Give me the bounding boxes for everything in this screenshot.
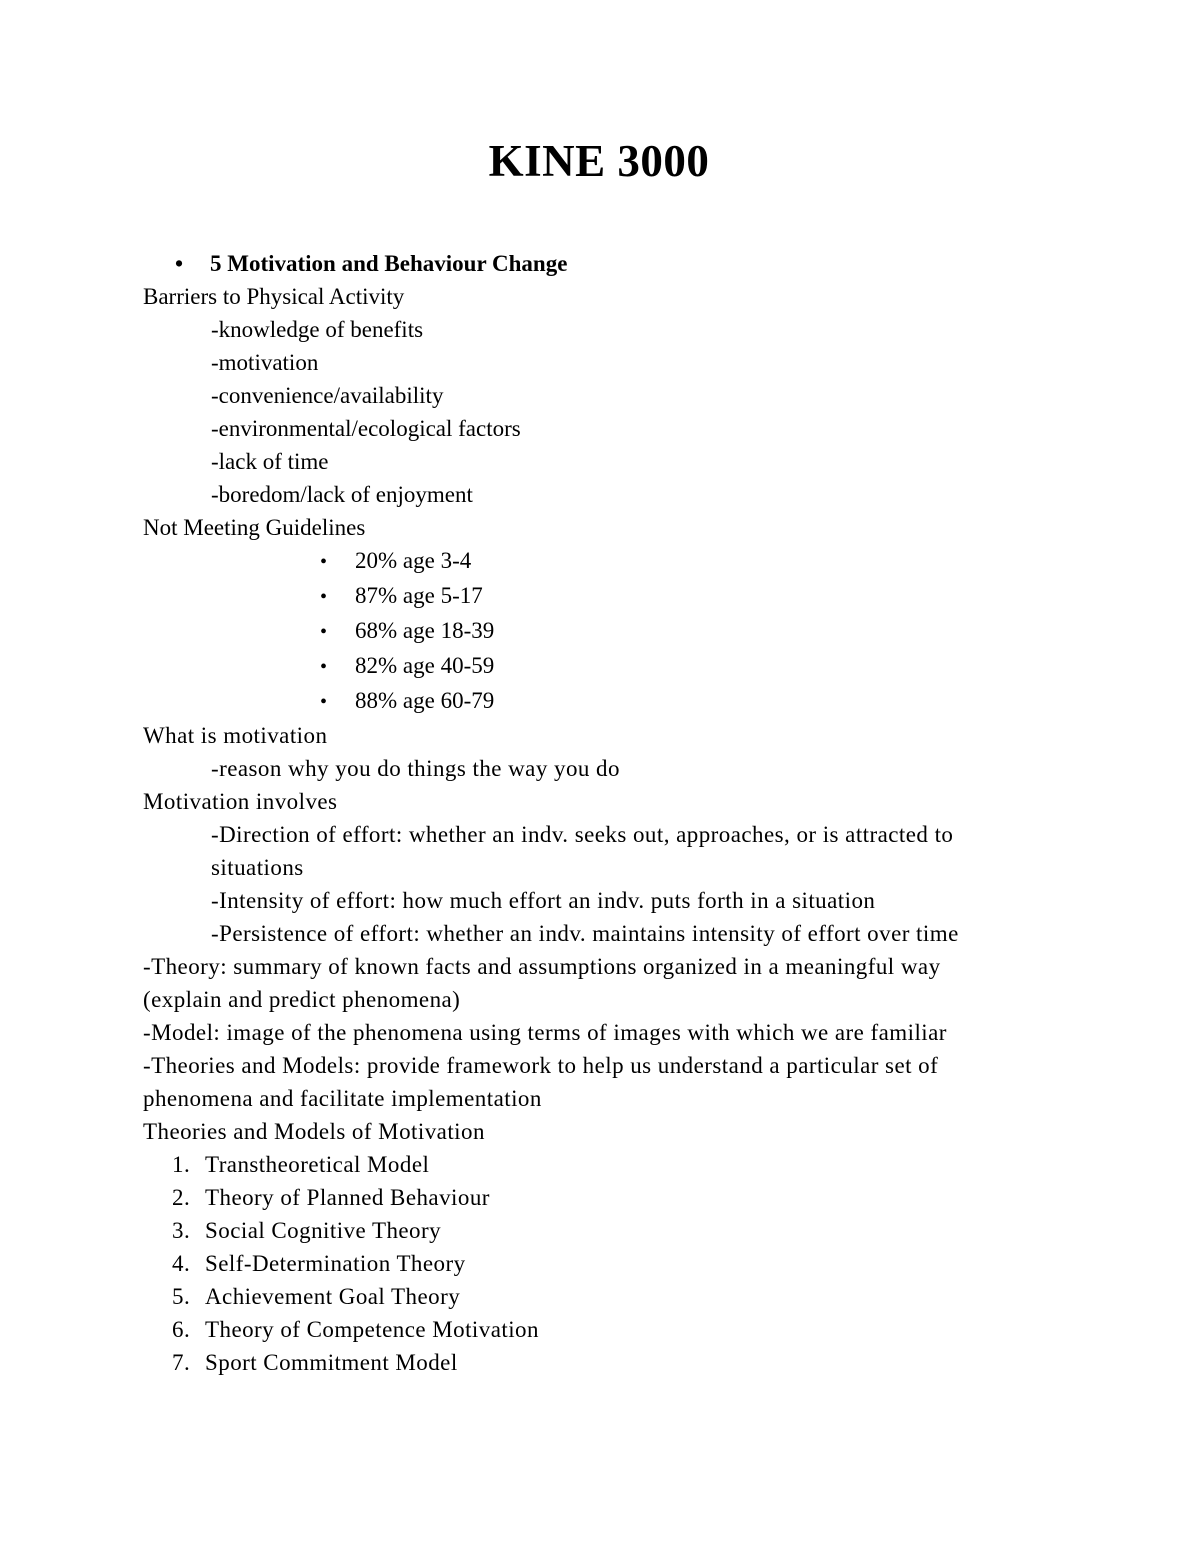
- note-subline: -environmental/ecological factors: [211, 416, 521, 441]
- stat-list-item: • 82% age 40-59: [143, 649, 1055, 684]
- number-marker: 1.: [172, 1152, 191, 1177]
- stat-list-item: • 68% age 18-39: [143, 614, 1055, 649]
- note-subline: -Intensity of effort: how much effort an indv. puts forth in a situation: [211, 888, 876, 913]
- number-marker: 3.: [172, 1218, 191, 1243]
- numbered-list-item: 2. Theory of Planned Behaviour: [143, 1181, 1055, 1214]
- bullet-marker: •: [320, 621, 328, 643]
- number-marker: 6.: [172, 1317, 191, 1342]
- number-marker: 4.: [172, 1251, 191, 1276]
- numbered-list-item: 4. Self-Determination Theory: [143, 1247, 1055, 1280]
- numbered-list-item: 6. Theory of Competence Motivation: [143, 1313, 1055, 1346]
- number-marker: 5.: [172, 1284, 191, 1309]
- bullet-marker: •: [320, 691, 328, 713]
- document-title: KINE 3000: [488, 136, 710, 186]
- bullet-marker: •: [175, 251, 184, 276]
- note-subline: -Persistence of effort: whether an indv. maintains intensity of effort over time: [211, 921, 959, 946]
- bullet-marker: •: [320, 656, 328, 678]
- note-line: -Theory: summary of known facts and assumptions organized in a meaningful way: [143, 954, 941, 979]
- section-heading: [143, 247, 1055, 280]
- note-subline-wrap: situations: [211, 855, 304, 880]
- note-subline: -Direction of effort: whether an indv. seeks out, approaches, or is attracted to: [211, 822, 954, 847]
- note-line: -Model: image of the phenomena using terms of images with which we are familiar: [143, 1020, 947, 1045]
- number-marker: 7.: [172, 1350, 191, 1375]
- numbered-list-item: 3. Social Cognitive Theory: [143, 1214, 1055, 1247]
- numbered-list-item: 5. Achievement Goal Theory: [143, 1280, 1055, 1313]
- note-line: Barriers to Physical Activity: [143, 284, 405, 309]
- note-subline: -convenience/availability: [211, 383, 444, 408]
- stat-list-item: • 87% age 5-17: [143, 579, 1055, 614]
- bullet-marker: •: [320, 551, 328, 573]
- note-subline: -boredom/lack of enjoyment: [211, 482, 473, 507]
- note-subline: -lack of time: [211, 449, 329, 474]
- note-line: What is motivation: [143, 723, 328, 748]
- stat-list-item: • 88% age 60-79: [143, 684, 1055, 719]
- note-line: Theories and Models of Motivation: [143, 1119, 485, 1144]
- bullet-marker: •: [320, 586, 328, 608]
- note-subline: -knowledge of benefits: [211, 317, 424, 342]
- note-line: Motivation involves: [143, 789, 338, 814]
- section-heading-label: 5 Motivation and Behaviour Change: [210, 251, 568, 276]
- numbered-list-item: 7. Sport Commitment Model: [143, 1346, 1055, 1379]
- numbered-list-item: 1. Transtheoretical Model: [143, 1148, 1055, 1181]
- note-line: -Theories and Models: provide framework to help us understand a particular set of: [143, 1053, 939, 1078]
- note-line: Not Meeting Guidelines: [143, 515, 366, 540]
- number-marker: 2.: [172, 1185, 191, 1210]
- stat-list-item: • 20% age 3-4: [143, 544, 1055, 579]
- note-line-wrap: phenomena and facilitate implementation: [143, 1086, 542, 1111]
- note-subline: -reason why you do things the way you do: [211, 756, 620, 781]
- note-subline: -motivation: [211, 350, 319, 375]
- note-line-wrap: (explain and predict phenomena): [143, 987, 461, 1012]
